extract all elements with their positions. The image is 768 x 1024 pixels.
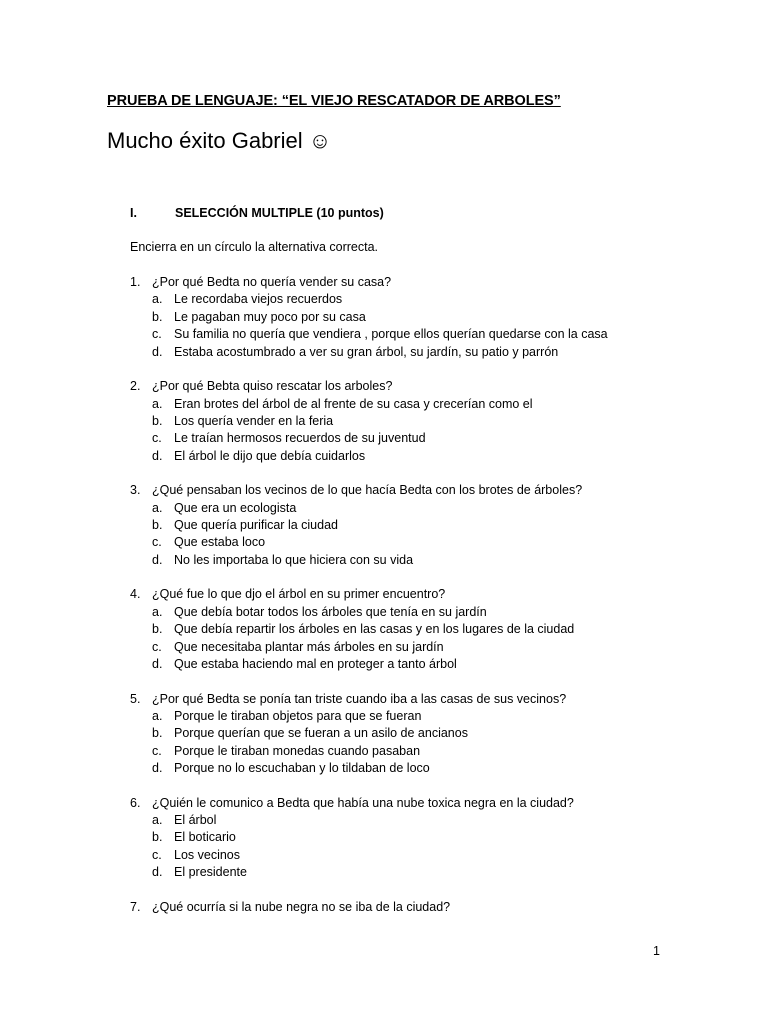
option-letter: b. [152,309,163,324]
option-text: Le traían hermosos recuerdos de su juventud [174,431,426,446]
option-letter: d. [152,448,163,463]
option-text: El boticario [174,830,236,845]
question-line [130,795,730,812]
option-text: Le recordaba viejos recuerdos [174,292,343,307]
option-letter: c. [152,535,162,550]
option-text: El árbol le dijo que debía cuidarlos [174,448,366,463]
answer-option[interactable] [130,396,730,413]
option-letter: a. [152,604,163,619]
option-letter: b. [152,518,163,533]
question-number: 2. [130,379,141,394]
option-text: Que debía botar todos los árboles que tenía en su jardín [174,604,487,619]
question-item [130,899,730,916]
option-text: Los quería vender en la feria [174,413,334,428]
section-heading [130,206,384,220]
answer-option[interactable] [130,760,730,777]
answer-option[interactable] [130,829,730,846]
answer-option[interactable] [130,708,730,725]
question-item [130,378,730,465]
question-number: 1. [130,275,141,289]
answer-option[interactable] [130,413,730,430]
answer-option[interactable] [130,517,730,534]
option-text: Porque le tiraban objetos para que se fueran [174,708,422,723]
answer-option[interactable] [130,656,730,673]
option-letter: c. [152,847,162,862]
option-text: Le pagaban muy poco por su casa [174,309,366,324]
option-text: Que quería purificar la ciudad [174,518,338,533]
answer-option[interactable] [130,552,730,569]
option-letter: a. [152,396,163,411]
question-item [130,691,730,778]
document-title: PRUEBA DE LENGUAJE: “EL VIEJO RESCATADOR DE ARBOLES” [107,93,561,109]
question-item [130,482,730,569]
answer-option[interactable] [130,725,730,742]
option-letter: d. [152,656,163,671]
option-letter: b. [152,830,163,845]
greeting: Mucho éxito Gabriel ☺ [107,128,332,153]
option-text: Su familia no quería que vendiera , porque ellos querían quedarse con la casa [174,327,608,342]
option-text: Que necesitaba plantar más árboles en su jardín [174,639,444,654]
question-item [130,586,730,673]
option-text: Que debía repartir los árboles en las casas y en los lugares de la ciudad [174,622,575,637]
question-text: ¿Por qué Bedta se ponía tan triste cuando iba a las casas de sus vecinos? [152,691,567,706]
option-letter: d. [152,761,163,776]
question-text: ¿Qué fue lo que djo el árbol en su primer encuentro? [152,587,446,602]
option-text: Los vecinos [174,847,241,862]
option-text: Que estaba loco [174,535,266,550]
question-number: 6. [130,795,141,810]
question-list [130,274,730,933]
option-letter: c. [152,327,162,342]
question-line [130,482,730,499]
question-number: 4. [130,587,141,602]
answer-option[interactable] [130,534,730,551]
option-letter: c. [152,639,162,654]
option-text: Que era un ecologista [174,500,297,515]
question-line [130,899,730,916]
option-letter: d. [152,865,163,880]
option-letter: b. [152,726,163,741]
option-text: Estaba acostumbrado a ver su gran árbol, su jardín, su patio y parrón [174,344,559,359]
section-title: SELECCIÓN MULTIPLE (10 puntos) [175,206,384,220]
answer-option[interactable] [130,847,730,864]
option-text: El presidente [174,865,247,880]
page-number: 1 [653,944,660,958]
option-text: Eran brotes del árbol de al frente de su casa y crecerían como el [174,396,533,411]
option-text: El árbol [174,813,217,828]
answer-option[interactable] [130,448,730,465]
option-letter: d. [152,552,163,567]
option-letter: a. [152,292,163,307]
question-number: 5. [130,691,141,706]
option-letter: b. [152,413,163,428]
option-letter: c. [152,431,162,446]
answer-option[interactable] [130,430,730,447]
question-number: 3. [130,483,141,498]
answer-option[interactable] [130,743,730,760]
question-line [130,274,730,291]
answer-option[interactable] [130,604,730,621]
option-text: Porque le tiraban monedas cuando pasaban [174,743,421,758]
question-text: ¿Por qué Bedta no quería vender su casa? [152,275,392,289]
option-letter: a. [152,708,163,723]
answer-option[interactable] [130,326,730,343]
answer-option[interactable] [130,812,730,829]
question-line [130,586,730,603]
answer-option[interactable] [130,291,730,308]
answer-option[interactable] [130,500,730,517]
option-letter: d. [152,344,163,359]
option-text: No les importaba lo que hiciera con su vida [174,552,414,567]
option-text: Porque no lo escuchaban y lo tildaban de loco [174,761,430,776]
question-line [130,378,730,395]
instruction-text: Encierra en un círculo la alternativa correcta. [130,240,379,254]
question-line [130,691,730,708]
question-text: ¿Qué pensaban los vecinos de lo que hacía Bedta con los brotes de árboles? [152,483,583,498]
option-letter: a. [152,500,163,515]
answer-option[interactable] [130,309,730,326]
option-letter: a. [152,813,163,828]
option-text: Porque querían que se fueran a un asilo de ancianos [174,726,468,741]
question-item [130,274,730,361]
option-text: Que estaba haciendo mal en proteger a tanto árbol [174,656,457,671]
section-number: I. [130,206,137,220]
question-text: ¿Quién le comunico a Bedta que había una nube toxica negra en la ciudad? [152,795,574,810]
question-number: 7. [130,899,141,914]
answer-option[interactable] [130,864,730,881]
question-text: ¿Qué ocurría si la nube negra no se iba de la ciudad? [152,899,451,914]
option-letter: c. [152,743,162,758]
answer-option[interactable] [130,639,730,656]
answer-option[interactable] [130,621,730,638]
question-text: ¿Por qué Bebta quiso rescatar los arboles? [152,379,393,394]
option-letter: b. [152,622,163,637]
question-item [130,795,730,882]
answer-option[interactable] [130,344,730,361]
